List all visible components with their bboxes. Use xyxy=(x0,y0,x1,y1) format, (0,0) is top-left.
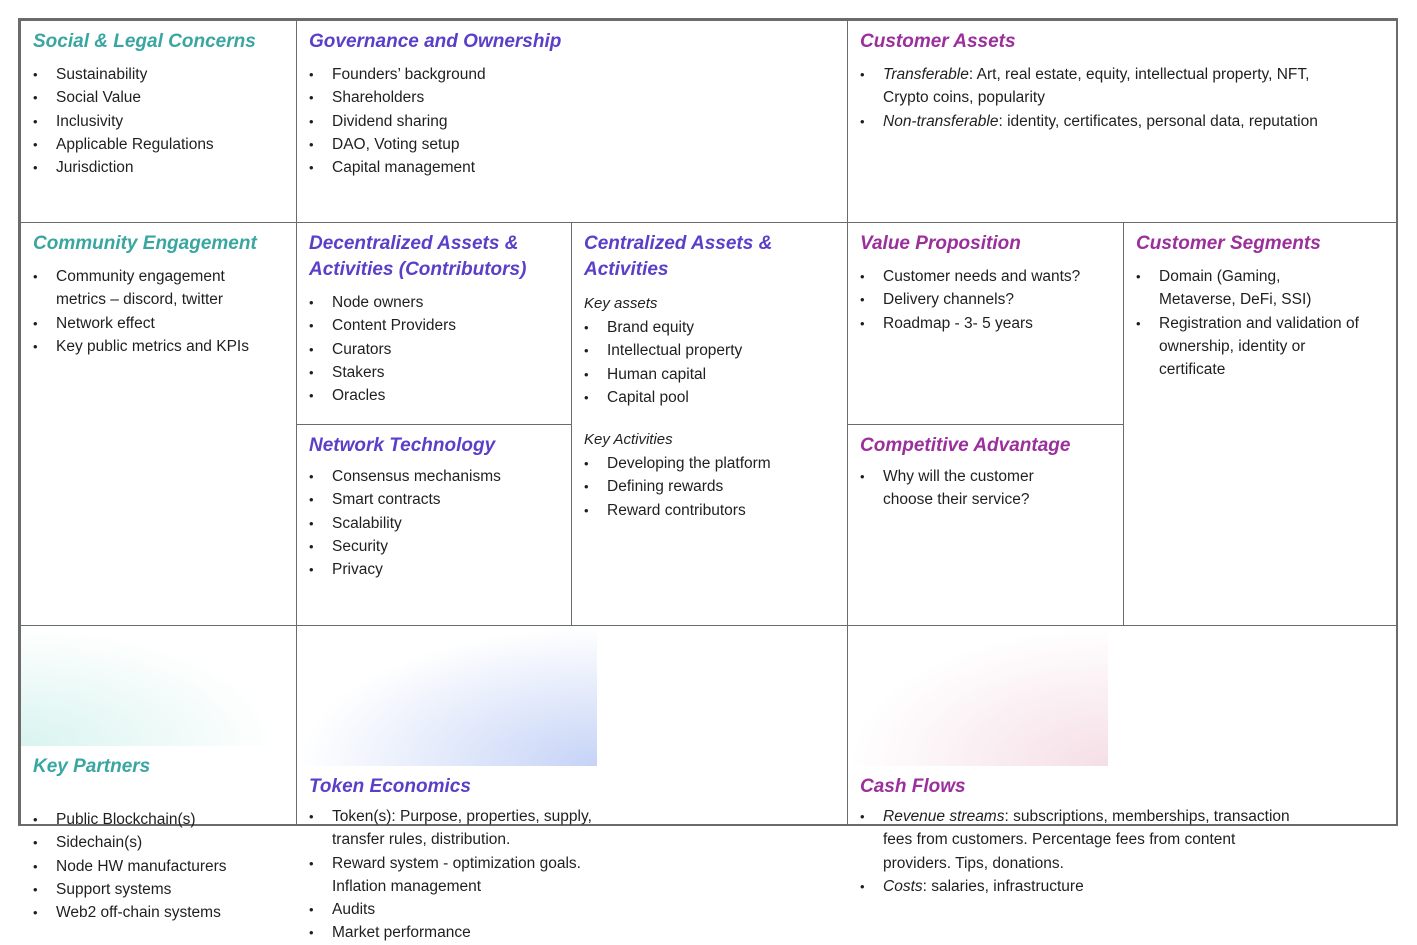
key-activities-list xyxy=(572,452,847,522)
list-item: • Content Providers xyxy=(297,314,561,337)
competitive-title: Competitive Advantage xyxy=(860,435,1071,456)
list-item: • Support systems xyxy=(21,878,286,901)
governance-cell xyxy=(296,20,848,223)
key-assets-list xyxy=(572,316,847,409)
item-lead: Transferable xyxy=(883,66,969,83)
competitive-list xyxy=(848,465,1123,512)
key-assets-label: Key assets xyxy=(584,295,658,312)
social-legal-title: Social & Legal Concerns xyxy=(33,31,256,52)
list-item: • Key public metrics and KPIs xyxy=(21,335,286,358)
list-item: • Capital pool xyxy=(572,386,837,409)
list-item xyxy=(848,805,1307,875)
list-item: • Why will the customer choose their service? xyxy=(848,465,1063,512)
item-text: : salaries, infrastructure xyxy=(922,877,1084,895)
list-item: • Developing the platform xyxy=(572,452,837,475)
list-item: • Brand equity xyxy=(572,316,837,339)
community-list xyxy=(21,265,296,358)
list-item: • DAO, Voting setup xyxy=(297,133,837,156)
list-item: • Intellectual property xyxy=(572,339,837,362)
item-lead: Non-transferable xyxy=(883,112,999,130)
cash-list xyxy=(848,805,1397,898)
segments-title: Customer Segments xyxy=(1136,233,1321,254)
value-prop-title: Value Proposition xyxy=(860,233,1021,254)
value-prop-cell xyxy=(847,222,1124,425)
segments-cell xyxy=(1123,222,1398,626)
list-item: • Community engagement metrics – discord, twitter xyxy=(21,265,266,312)
list-item: • Defining rewards xyxy=(572,475,837,498)
decentralized-title: Decentralized Assets & Activities (Contributors) xyxy=(309,233,527,280)
business-model-canvas xyxy=(18,18,1398,942)
list-item: • Oracles xyxy=(297,384,561,407)
partners-list xyxy=(21,808,296,924)
network-tech-list xyxy=(297,465,571,581)
governance-title: Governance and Ownership xyxy=(309,31,562,52)
partners-title: Key Partners xyxy=(33,756,151,777)
decentralized-list xyxy=(297,291,571,407)
social-legal-list xyxy=(21,63,296,179)
item-lead: Revenue streams xyxy=(883,808,1005,825)
segments-list xyxy=(1124,265,1397,381)
cash-title: Cash Flows xyxy=(860,776,966,797)
list-item: • Domain (Gaming, Metaverse, DeFi, SSI) xyxy=(1124,265,1327,312)
list-item: • Social Value xyxy=(21,86,286,109)
item-text: : Art, real estate, equity, intellectual property, NFT, Crypto coins, popularity xyxy=(883,66,1310,107)
list-item: • Security xyxy=(297,535,561,558)
list-item: • Web2 off-chain systems xyxy=(21,901,286,924)
key-activities-label: Key Activities xyxy=(584,431,673,449)
list-item: • Audits xyxy=(297,898,837,921)
token-cell xyxy=(296,625,848,942)
list-item: • Node HW manufacturers xyxy=(21,855,286,878)
customer-assets-list xyxy=(848,63,1397,133)
list-item xyxy=(848,875,1387,898)
list-item: • Privacy xyxy=(297,558,561,581)
list-item: • Registration and validation of ownership, identity or certificate xyxy=(1124,312,1369,382)
customer-assets-title: Customer Assets xyxy=(860,31,1016,52)
list-item xyxy=(848,110,1387,133)
list-item: • Reward contributors xyxy=(572,499,837,522)
item-lead: Costs xyxy=(883,877,923,895)
list-item: • Sustainability xyxy=(21,63,286,86)
list-item: • Consensus mechanisms xyxy=(297,465,561,488)
social-legal-cell xyxy=(20,20,297,223)
list-item: • Sidechain(s) xyxy=(21,831,286,854)
list-item: • Inclusivity xyxy=(21,110,286,133)
list-item: • Public Blockchain(s) xyxy=(21,808,286,831)
list-item: • Network effect xyxy=(21,312,286,335)
list-item: • Jurisdiction xyxy=(21,156,286,179)
list-item: • Capital management xyxy=(297,156,837,179)
centralized-cell xyxy=(571,222,848,626)
list-item: • Founders’ background xyxy=(297,63,837,86)
list-item: • Curators xyxy=(297,338,561,361)
list-item: • Customer needs and wants? xyxy=(848,265,1113,288)
list-item: • Reward system - optimization goals. Inflation management xyxy=(297,852,597,899)
network-tech-title: Network Technology xyxy=(309,435,496,456)
customer-assets-cell xyxy=(847,20,1398,223)
value-prop-list xyxy=(848,265,1123,335)
centralized-title: Centralized Assets & Activities xyxy=(584,233,773,280)
cash-cell xyxy=(847,625,1398,895)
list-item: • Applicable Regulations xyxy=(21,133,286,156)
list-item: • Delivery channels? xyxy=(848,288,1113,311)
list-item: • Scalability xyxy=(297,512,561,535)
network-tech-cell xyxy=(296,424,572,626)
list-item: • Human capital xyxy=(572,363,837,386)
list-item: • Smart contracts xyxy=(297,488,561,511)
list-item: • Roadmap - 3- 5 years xyxy=(848,312,1113,335)
competitive-cell xyxy=(847,424,1124,626)
list-item: • Stakers xyxy=(297,361,561,384)
partners-cell xyxy=(20,625,297,922)
list-item: • Shareholders xyxy=(297,86,837,109)
background-gradient xyxy=(21,626,281,746)
background-gradient xyxy=(848,626,1108,766)
token-list xyxy=(297,805,847,945)
list-item xyxy=(848,63,1357,110)
background-gradient xyxy=(297,626,597,766)
governance-list xyxy=(297,63,847,179)
list-item: • Token(s): Purpose, properties, supply, transfer rules, distribution. xyxy=(297,805,607,852)
community-title: Community Engagement xyxy=(33,233,257,254)
list-item: • Dividend sharing xyxy=(297,110,837,133)
list-item: • Market performance xyxy=(297,921,837,944)
item-text: : subscriptions, memberships, transaction fees from customers. Percentage fees from content providers. Tips, donations. xyxy=(883,808,1290,872)
item-text: : identity, certificates, personal data, reputation xyxy=(998,112,1318,130)
token-title: Token Economics xyxy=(309,776,471,797)
list-item: • Node owners xyxy=(297,291,561,314)
decentralized-cell xyxy=(296,222,572,425)
community-cell xyxy=(20,222,297,626)
